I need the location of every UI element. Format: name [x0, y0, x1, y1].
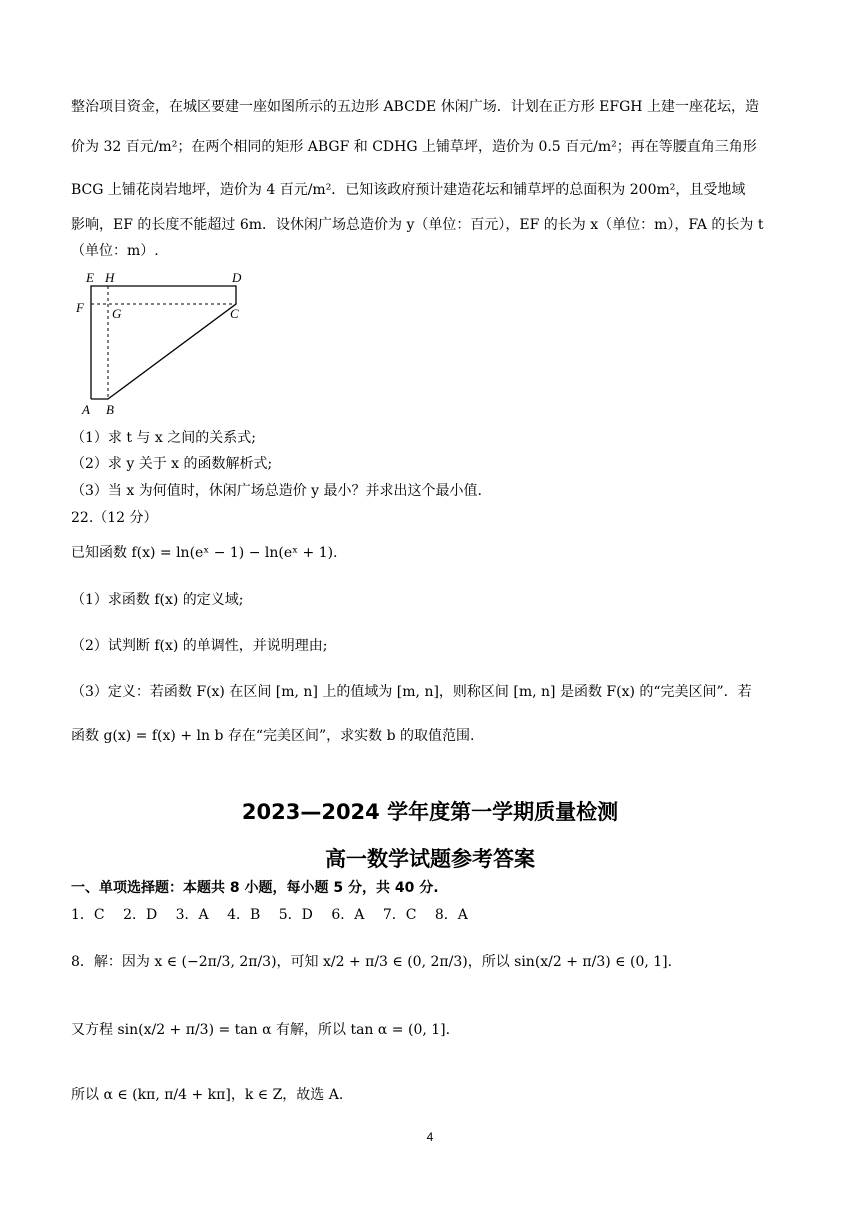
problem21-question-1: （1）求 t 与 x 之间的关系式;	[71, 430, 256, 446]
problem22-question-3a: （3）定义：若函数 F(x) 在区间 [m, n] 上的值域为 [m, n]，则称区间 [m, n] 是函数 F(x) 的“完美区间”．若	[71, 684, 752, 700]
label-A: A	[82, 402, 90, 417]
page-number: 4	[426, 1130, 434, 1144]
problem22-intro: 已知函数 f(x) = ln(eˣ − 1) − ln(eˣ + 1).	[71, 545, 338, 561]
multiple-choice-answers: 1．C 2．D 3．A 4．B 5．D 6．A 7．C 8．A	[71, 907, 468, 923]
pentagon-diagram	[72, 268, 252, 418]
solution-8-line-1: 8．解：因为 x ∈ (−2π/3, 2π/3)，可知 x/2 + π/3 ∈ (0, 2π/3)，所以 sin(x/2 + π/3) ∈ (0, 1].	[71, 954, 673, 970]
label-H: H	[105, 270, 115, 285]
solution-8-line-3: 所以 α ∈ (kπ, π/4 + kπ]，k ∈ Z，故选 A.	[71, 1087, 344, 1103]
problem21-text-4: 影响，EF 的长度不能超过 6m．设休闲广场总造价为 y（单位：百元），EF 的长为 x（单位：m），FA 的长为 t	[71, 217, 764, 233]
problem22-question-3b: 函数 g(x) = f(x) + ln b 存在“完美区间”，求实数 b 的取值范围.	[71, 728, 475, 744]
answer-title-1: 2023—2024 学年度第一学期质量检测	[241, 800, 619, 824]
solution-8-line-2: 又方程 sin(x/2 + π/3) = tan α 有解，所以 tan α = (0, 1].	[71, 1022, 451, 1038]
label-B: B	[106, 402, 114, 417]
problem21-text-5: （单位：m）.	[71, 243, 159, 259]
problem21-question-2: （2）求 y 关于 x 的函数解析式;	[71, 456, 273, 472]
problem21-question-3: （3）当 x 为何值时，休闲广场总造价 y 最小？并求出这个最小值.	[71, 483, 482, 499]
label-F: F	[76, 300, 84, 315]
pentagon-outline	[91, 286, 236, 399]
label-E: E	[86, 270, 94, 285]
problem21-text-2: 价为 32 百元/m²；在两个相同的矩形 ABGF 和 CDHG 上铺草坪，造价为 0.5 百元/m²；再在等腰直角三角形	[71, 139, 757, 155]
problem22-question-2: （2）试判断 f(x) 的单调性，并说明理由;	[71, 638, 328, 654]
problem22-question-1: （1）求函数 f(x) 的定义域;	[71, 592, 244, 608]
section-1-heading: 一、单项选择题：本题共 8 小题，每小题 5 分，共 40 分.	[71, 880, 439, 896]
label-D: D	[232, 270, 242, 285]
problem21-text-1: 整治项目资金，在城区要建一座如图所示的五边形 ABCDE 休闲广场．计划在正方形 EFGH 上建一座花坛，造	[71, 99, 759, 115]
pentagon-figure	[72, 268, 252, 418]
label-C: C	[230, 306, 239, 321]
answer-title-2: 高一数学试题参考答案	[325, 847, 535, 871]
problem22-header: 22.（12 分）	[71, 510, 158, 526]
label-G: G	[112, 306, 122, 321]
problem21-text-3: BCG 上铺花岗岩地坪，造价为 4 百元/m²．已知该政府预计建造花坛和铺草坪的总面积为 200m²，且受地域	[71, 182, 746, 198]
